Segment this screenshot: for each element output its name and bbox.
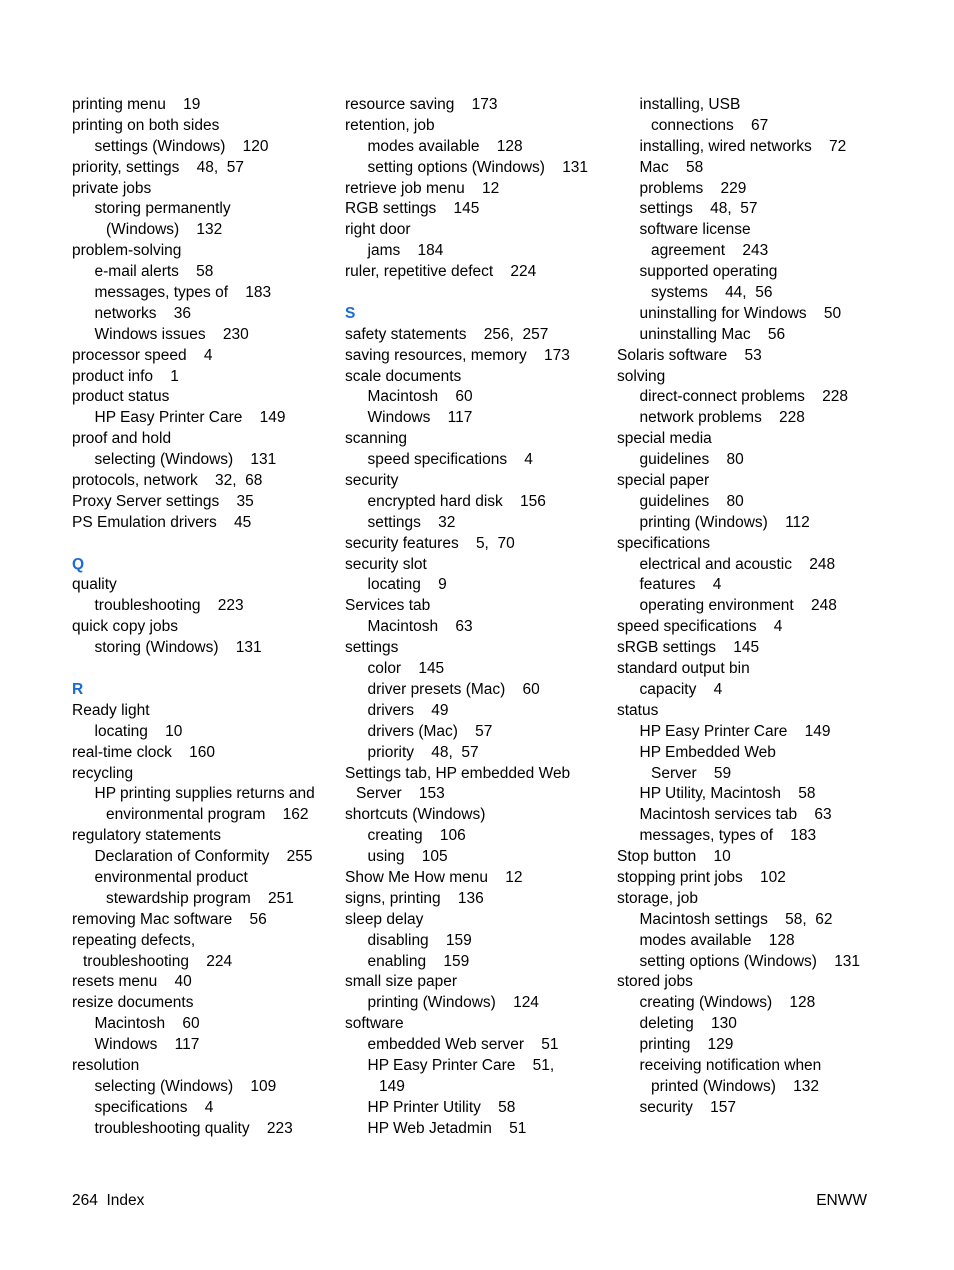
index-subentry: modes available 128 — [639, 931, 795, 949]
index-entry: saving resources, memory 173 — [345, 346, 570, 364]
index-subentry: setting options (Windows) 131 — [639, 952, 861, 970]
index-subentry: settings (Windows) 120 — [94, 137, 269, 155]
index-entry: security — [345, 472, 399, 490]
index-subentry: HP Easy Printer Care 149 — [94, 409, 286, 427]
index-subentry: setting options (Windows) 131 — [367, 158, 589, 176]
index-subentry: HP Web Jetadmin 51 — [367, 1119, 527, 1137]
index-subentry: operating environment 248 — [639, 597, 837, 615]
index-subentry: connections 67 — [651, 116, 769, 134]
index-subentry: guidelines 80 — [639, 451, 744, 469]
index-letter-heading: Q — [72, 555, 85, 573]
index-subentry: drivers (Mac) 57 — [367, 722, 493, 740]
index-entry: status — [617, 701, 659, 719]
index-entry: RGB settings 145 — [345, 200, 480, 218]
index-subentry: creating (Windows) 128 — [639, 994, 816, 1012]
index-entry: removing Mac software 56 — [72, 910, 267, 928]
index-entry: solving — [617, 367, 666, 385]
index-subentry: settings 32 — [367, 513, 456, 531]
footer-left — [72, 1191, 144, 1211]
index-subentry: Macintosh 63 — [367, 618, 473, 636]
index-entry: special media — [617, 430, 712, 448]
index-entry: speed specifications 4 — [617, 618, 783, 636]
index-subentry: enabling 159 — [367, 952, 470, 970]
index-subentry: (Windows) 132 — [106, 221, 223, 239]
index-entry: real-time clock 160 — [72, 743, 215, 761]
index-subentry: troubleshooting quality 223 — [94, 1119, 293, 1137]
index-subentry: installing, USB — [639, 96, 741, 113]
index-entry: quality — [72, 576, 117, 594]
index-entry: safety statements 256, 257 — [345, 325, 549, 343]
index-subentry: selecting (Windows) 109 — [94, 1077, 277, 1095]
index-entry: small size paper — [345, 973, 457, 991]
index-entry: protocols, network 32, 68 — [72, 472, 263, 490]
index-entry: software — [345, 1015, 404, 1033]
index-entry: repeating defects, — [72, 931, 196, 949]
index-entry: signs, printing 136 — [345, 889, 484, 907]
index-subentry: driver presets (Mac) 60 — [367, 680, 540, 698]
index-subentry: embedded Web server 51 — [367, 1036, 559, 1054]
index-subentry: Server 59 — [651, 764, 732, 782]
index-subentry: printing (Windows) 112 — [639, 513, 810, 531]
index-subentry: messages, types of 183 — [94, 284, 272, 302]
index-entry: quick copy jobs — [72, 618, 178, 636]
page-number: 264 — [72, 1192, 98, 1209]
index-subentry: networks 36 — [94, 304, 191, 322]
index-subentry: modes available 128 — [367, 137, 523, 155]
index-entry: priority, settings 48, 57 — [72, 158, 245, 176]
index-subentry: uninstalling for Windows 50 — [639, 304, 842, 322]
index-entry: resize documents — [72, 994, 194, 1012]
index-subentry: 149 — [379, 1077, 405, 1095]
index-subentry: systems 44, 56 — [651, 284, 773, 302]
index-subentry: Macintosh 60 — [94, 1015, 200, 1033]
index-letter-heading: R — [72, 680, 84, 698]
index-entry: retention, job — [345, 116, 435, 134]
index-subentry: specifications 4 — [94, 1098, 214, 1116]
index-subentry: locating 9 — [367, 576, 447, 594]
index-entry: resolution — [72, 1056, 140, 1074]
index-subentry: environmental product — [94, 868, 248, 886]
index-entry: standard output bin — [617, 660, 750, 678]
index-entry: scale documents — [345, 367, 462, 385]
index-entry: problem-solving — [72, 242, 182, 260]
index-subentry: speed specifications 4 — [367, 451, 533, 469]
index-subentry: capacity 4 — [639, 680, 723, 698]
index-column-1 — [72, 95, 334, 1140]
index-subentry: agreement 243 — [651, 242, 769, 260]
index-subentry: Macintosh 60 — [367, 388, 473, 406]
index-column-2 — [345, 95, 607, 1140]
index-subentry: troubleshooting 224 — [83, 952, 233, 970]
index-subentry: network problems 228 — [639, 409, 805, 427]
index-subentry: selecting (Windows) 131 — [94, 451, 277, 469]
index-entry: product status — [72, 388, 170, 406]
index-entry: stored jobs — [617, 973, 693, 991]
index-subentry: storing (Windows) 131 — [94, 639, 262, 657]
index-entry: Stop button 10 — [617, 848, 731, 866]
index-subentry: troubleshooting 223 — [94, 597, 244, 615]
index-subentry: encrypted hard disk 156 — [367, 492, 546, 510]
index-subentry: stewardship program 251 — [106, 889, 294, 907]
index-entry: Proxy Server settings 35 — [72, 492, 254, 510]
index-entry: Services tab — [345, 597, 431, 615]
section-spacer — [345, 283, 607, 304]
index-subentry: Server 153 — [356, 785, 445, 803]
index-entry: product info 1 — [72, 367, 179, 385]
index-subentry: features 4 — [639, 576, 722, 594]
index-entry: printing on both sides — [72, 116, 220, 134]
footer-brand: ENWW — [816, 1192, 867, 1209]
index-letter-heading: S — [345, 304, 356, 322]
index-subentry: e-mail alerts 58 — [94, 263, 214, 281]
index-subentry: Mac 58 — [639, 158, 704, 176]
index-entry: Solaris software 53 — [617, 346, 762, 364]
index-subentry: locating 10 — [94, 722, 183, 740]
index-subentry: installing, wired networks 72 — [639, 137, 847, 155]
index-subentry: Windows 117 — [367, 409, 473, 427]
index-subentry: color 145 — [367, 660, 445, 678]
index-entry: processor speed 4 — [72, 346, 213, 364]
index-subentry: environmental program 162 — [106, 806, 309, 824]
index-entry: resource saving 173 — [345, 96, 498, 113]
index-subentry: HP Utility, Macintosh 58 — [639, 785, 816, 803]
index-entry: security slot — [345, 555, 427, 573]
section-spacer — [72, 534, 334, 555]
index-entry: Settings tab, HP embedded Web — [345, 764, 571, 782]
index-subentry: printing (Windows) 124 — [367, 994, 539, 1012]
index-entry: specifications — [617, 534, 711, 552]
index-entry: regulatory statements — [72, 827, 222, 845]
index-entry: private jobs — [72, 179, 152, 197]
index-entry: right door — [345, 221, 411, 239]
index-subentry: supported operating — [639, 263, 778, 281]
index-entry: sRGB settings 145 — [617, 639, 760, 657]
index-subentry: printed (Windows) 132 — [651, 1077, 819, 1095]
index-subentry: priority 48, 57 — [367, 743, 479, 761]
index-subentry: HP Printer Utility 58 — [367, 1098, 516, 1116]
index-subentry: HP Embedded Web — [639, 743, 776, 761]
index-entry: recycling — [72, 764, 134, 782]
index-entry: shortcuts (Windows) — [345, 806, 486, 824]
index-entry: security features 5, 70 — [345, 534, 515, 552]
index-subentry: HP Easy Printer Care 51, — [367, 1056, 555, 1074]
index-subentry: HP printing supplies returns and — [94, 785, 315, 803]
index-subentry: printing 129 — [639, 1036, 734, 1054]
index-entry: sleep delay — [345, 910, 424, 928]
index-entry: proof and hold — [72, 430, 172, 448]
index-subentry: disabling 159 — [367, 931, 472, 949]
index-subentry: software license — [639, 221, 751, 239]
index-entry: PS Emulation drivers 45 — [72, 513, 252, 531]
index-entry: stopping print jobs 102 — [617, 868, 786, 886]
section-name: Index — [106, 1192, 145, 1209]
index-subentry: Macintosh settings 58, 62 — [639, 910, 833, 928]
section-spacer — [72, 659, 334, 680]
index-subentry: receiving notification when — [639, 1056, 822, 1074]
index-subentry: storing permanently — [94, 200, 231, 218]
index-entry: Show Me How menu 12 — [345, 868, 523, 886]
index-column-3 — [617, 95, 879, 1119]
index-subentry: settings 48, 57 — [639, 200, 758, 218]
index-entry: printing menu 19 — [72, 96, 201, 113]
index-subentry: Windows issues 230 — [94, 325, 249, 343]
index-subentry: Windows 117 — [94, 1036, 200, 1054]
index-subentry: Declaration of Conformity 255 — [94, 848, 313, 866]
index-subentry: uninstalling Mac 56 — [639, 325, 786, 343]
index-entry: special paper — [617, 472, 710, 490]
index-entry: Ready light — [72, 701, 150, 719]
index-subentry: creating 106 — [367, 827, 466, 845]
index-subentry: jams 184 — [367, 242, 444, 260]
index-entry: settings — [345, 639, 399, 657]
index-subentry: direct-connect problems 228 — [639, 388, 848, 406]
index-subentry: security 157 — [639, 1098, 736, 1116]
index-subentry: Macintosh services tab 63 — [639, 806, 832, 824]
index-subentry: HP Easy Printer Care 149 — [639, 722, 831, 740]
index-subentry: using 105 — [367, 848, 448, 866]
index-subentry: deleting 130 — [639, 1015, 737, 1033]
index-subentry: drivers 49 — [367, 701, 449, 719]
index-entry: scanning — [345, 430, 408, 448]
index-entry: retrieve job menu 12 — [345, 179, 500, 197]
index-subentry: electrical and acoustic 248 — [639, 555, 836, 573]
index-entry: storage, job — [617, 889, 698, 907]
index-subentry: guidelines 80 — [639, 492, 744, 510]
index-subentry: problems 229 — [639, 179, 747, 197]
index-entry: ruler, repetitive defect 224 — [345, 263, 537, 281]
index-entry: resets menu 40 — [72, 973, 192, 991]
index-subentry: messages, types of 183 — [639, 827, 817, 845]
